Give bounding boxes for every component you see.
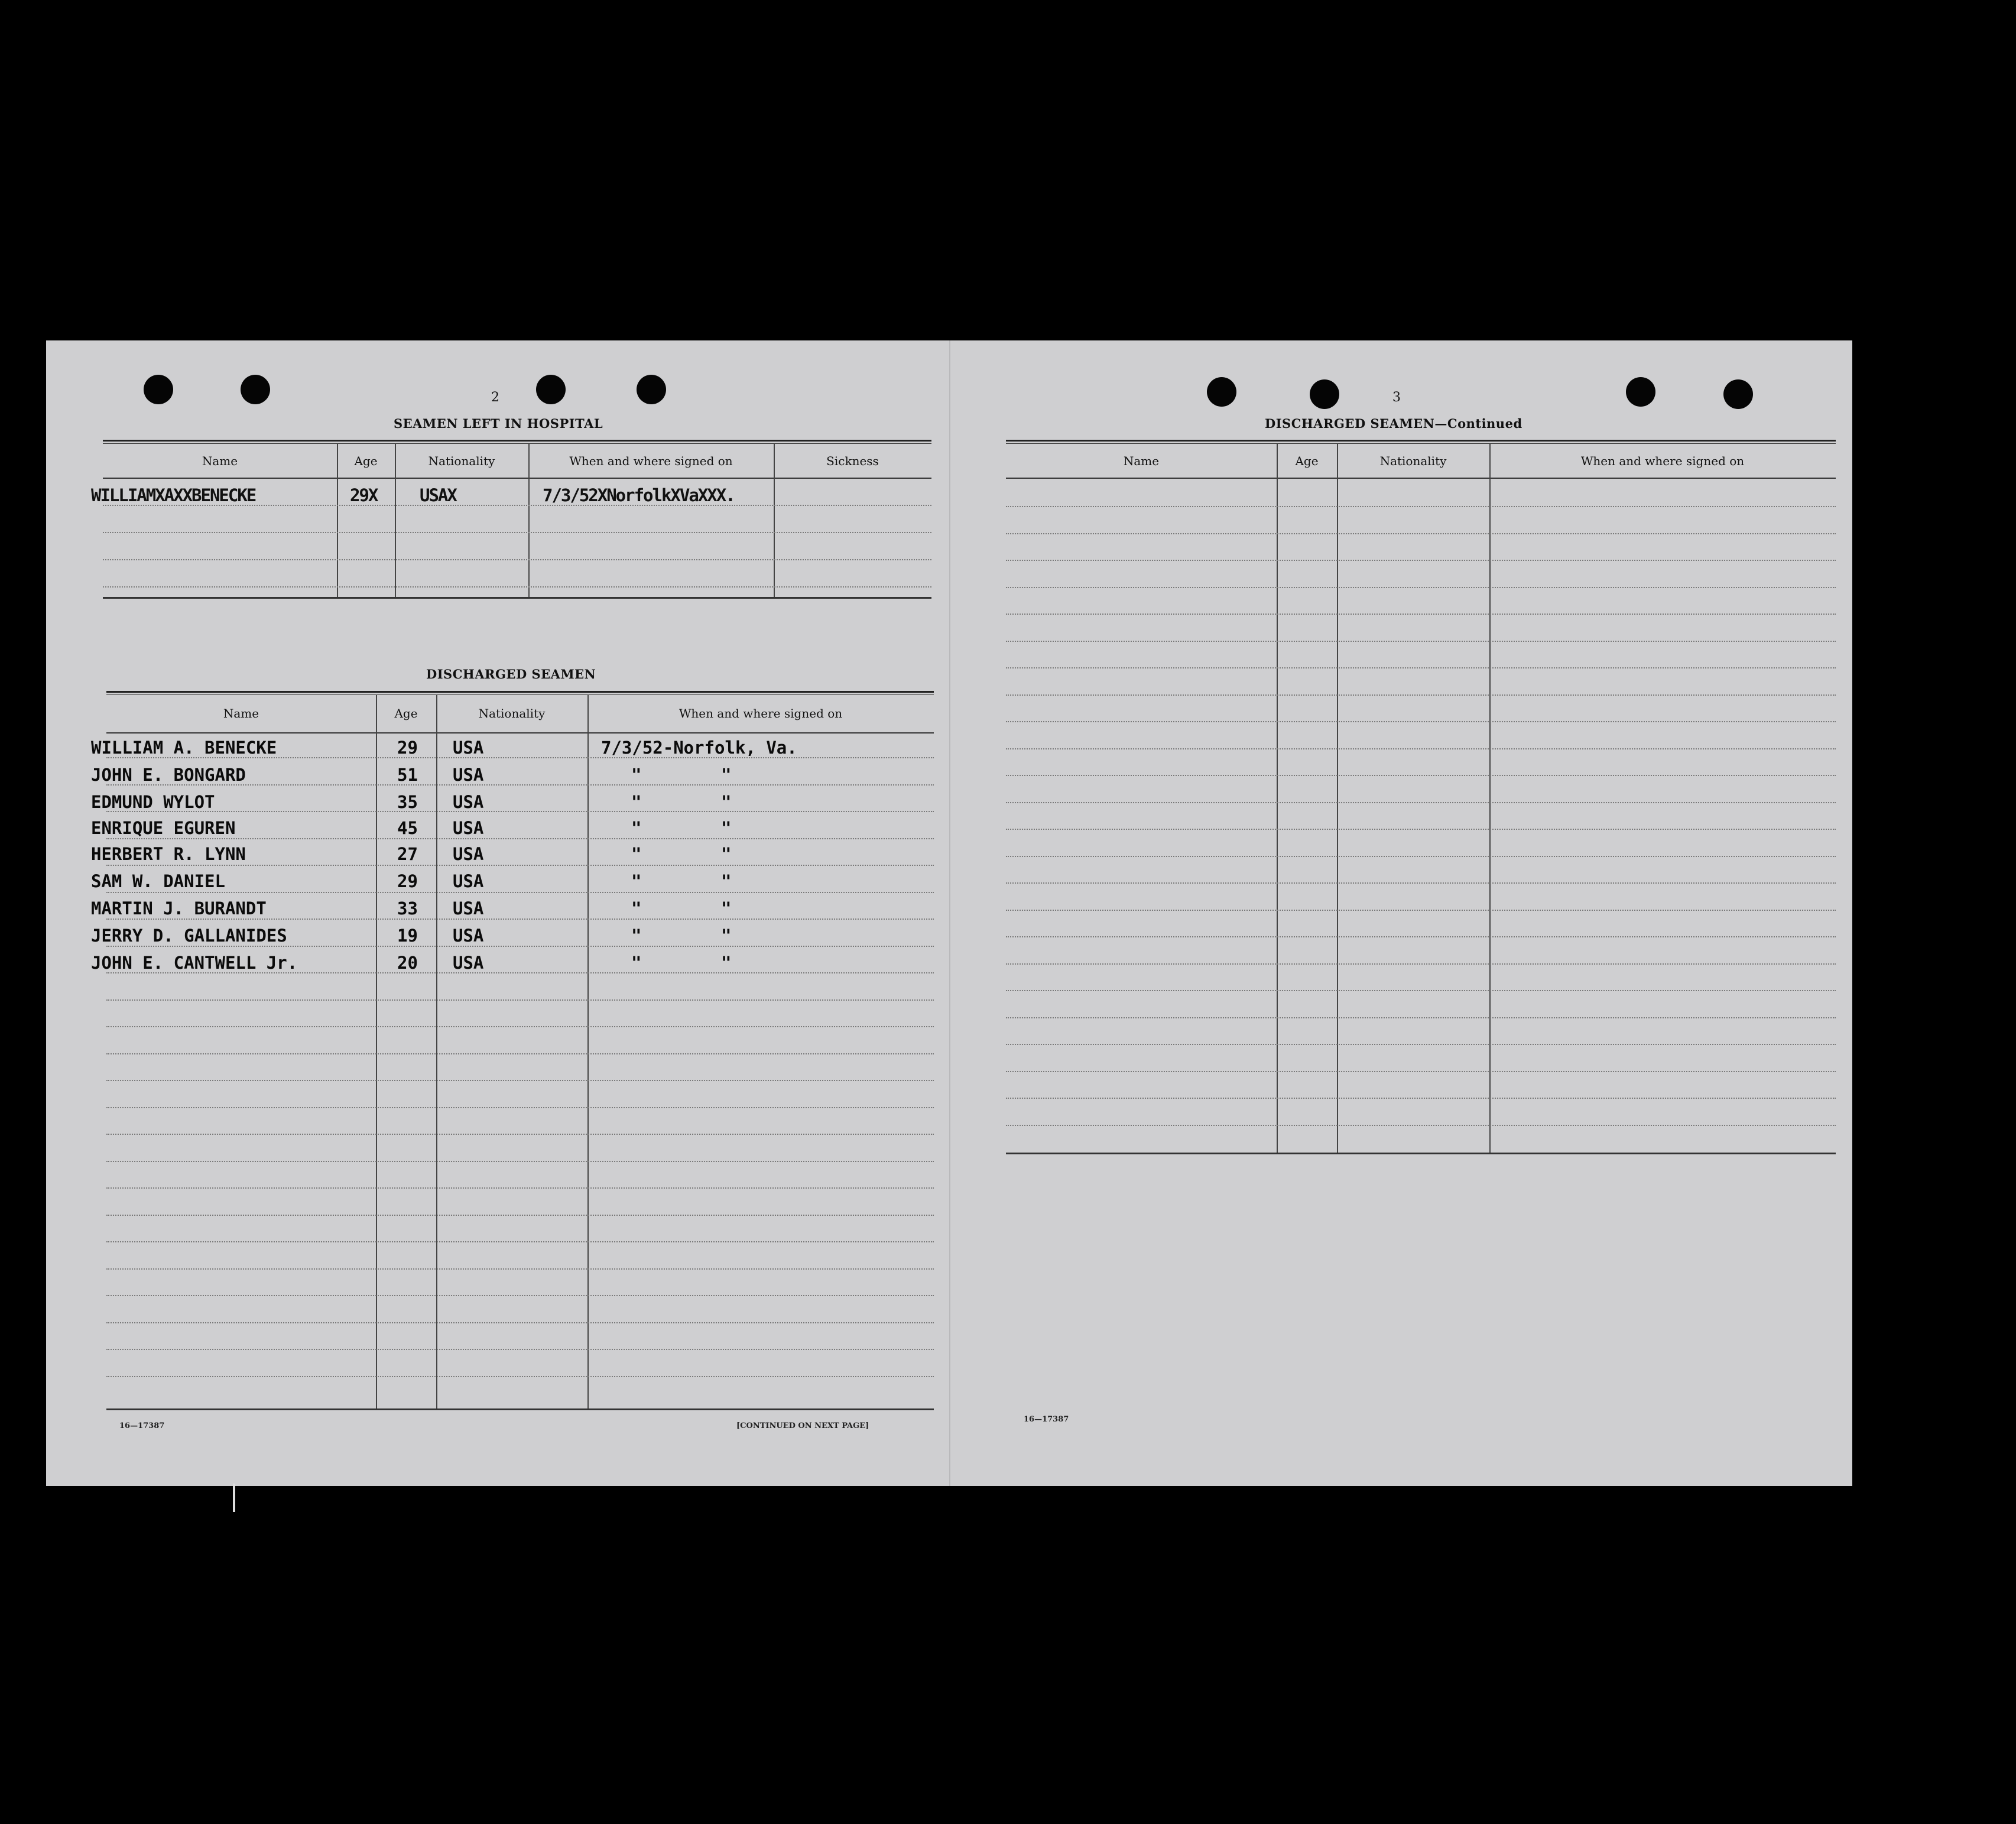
discharged-header-age: Age bbox=[394, 706, 418, 720]
ruled-line bbox=[1006, 936, 1836, 937]
ruled-line bbox=[1006, 1125, 1836, 1126]
seaman-nationality: USA bbox=[453, 953, 484, 973]
ruled-line bbox=[1006, 1017, 1836, 1018]
ruled-line bbox=[1006, 856, 1836, 857]
seaman-nationality: USA bbox=[453, 792, 484, 812]
discharged-continued-title: DISCHARGED SEAMEN—Continued bbox=[1265, 416, 1522, 431]
ditto-mark: " bbox=[721, 844, 732, 864]
hospital-signed-on-struck: 7/3/52XNorfolkXVaXXX. bbox=[543, 485, 735, 505]
ruled-line bbox=[1006, 990, 1836, 991]
hospital-header-nationality: Nationality bbox=[428, 454, 495, 468]
ditto-mark: " bbox=[631, 844, 642, 864]
punch-hole bbox=[144, 375, 173, 404]
ditto-mark: " bbox=[721, 765, 732, 785]
page-number-left: 2 bbox=[491, 390, 499, 405]
ruled-line bbox=[1006, 829, 1836, 830]
punch-hole bbox=[1207, 377, 1236, 407]
hospital-name-struck: WILLIAMXAXXBENECKE bbox=[91, 485, 256, 505]
right-header-age: Age bbox=[1295, 454, 1319, 468]
ruled-line bbox=[106, 1349, 934, 1350]
ditto-mark: " bbox=[631, 765, 642, 785]
ruled-line bbox=[106, 1080, 934, 1081]
seaman-name: ENRIQUE EGUREN bbox=[91, 818, 236, 838]
ruled-line bbox=[1006, 506, 1836, 507]
seaman-name: WILLIAM A. BENECKE bbox=[91, 738, 277, 758]
punch-hole bbox=[241, 375, 270, 404]
hospital-table bbox=[103, 440, 931, 603]
hospital-section-title: SEAMEN LEFT IN HOSPITAL bbox=[394, 416, 603, 431]
seaman-age: 27 bbox=[397, 844, 418, 864]
ruled-line bbox=[1006, 910, 1836, 911]
ditto-mark: " bbox=[721, 898, 732, 919]
ruled-line bbox=[1006, 560, 1836, 561]
right-header-signed-on: When and where signed on bbox=[1580, 454, 1745, 468]
ditto-mark: " bbox=[721, 818, 732, 838]
ruled-line bbox=[1006, 694, 1836, 696]
ruled-line bbox=[1006, 882, 1836, 884]
seaman-age: 45 bbox=[397, 818, 418, 838]
form-number-left: 16—17387 bbox=[119, 1421, 165, 1430]
ruled-line bbox=[1006, 587, 1836, 588]
ditto-mark: " bbox=[631, 792, 642, 812]
seaman-nationality: USA bbox=[453, 871, 484, 891]
seaman-nationality: USA bbox=[453, 738, 484, 758]
punch-hole bbox=[1723, 379, 1753, 409]
ruled-line bbox=[106, 1026, 934, 1027]
seaman-nationality: USA bbox=[453, 926, 484, 946]
seaman-name: JOHN E. CANTWELL Jr. bbox=[91, 953, 298, 973]
hospital-header-name: Name bbox=[202, 454, 238, 468]
document-sheet bbox=[46, 340, 1852, 1486]
ditto-mark: " bbox=[631, 871, 642, 891]
discharged-continued-table bbox=[1006, 440, 1836, 1158]
ruled-line bbox=[106, 1053, 934, 1054]
seaman-age: 19 bbox=[397, 926, 418, 946]
ruled-line bbox=[106, 1322, 934, 1323]
punch-hole bbox=[1626, 377, 1655, 407]
ditto-mark: " bbox=[631, 818, 642, 838]
ruled-line bbox=[106, 1134, 934, 1135]
continued-note: [CONTINUED ON NEXT PAGE] bbox=[736, 1421, 869, 1430]
seaman-nationality: USA bbox=[453, 898, 484, 919]
seaman-nationality: USA bbox=[453, 818, 484, 838]
ruled-line bbox=[106, 865, 934, 866]
ruled-line bbox=[106, 892, 934, 893]
ruled-line bbox=[1006, 667, 1836, 668]
page-fold bbox=[949, 340, 950, 1486]
ruled-line bbox=[106, 1187, 934, 1189]
hospital-age-struck: 29X bbox=[350, 485, 378, 505]
hospital-header-signed-on: When and where signed on bbox=[569, 454, 733, 468]
ruled-line bbox=[1006, 1044, 1836, 1045]
seaman-nationality: USA bbox=[453, 844, 484, 864]
discharged-header-signed-on: When and where signed on bbox=[679, 706, 843, 720]
seaman-name: JERRY D. GALLANIDES bbox=[91, 926, 287, 946]
ruled-line bbox=[106, 999, 934, 1001]
ruled-line bbox=[106, 1241, 934, 1242]
ruled-line bbox=[1006, 614, 1836, 615]
seaman-age: 29 bbox=[397, 871, 418, 891]
hospital-header-sickness: Sickness bbox=[826, 454, 879, 468]
punch-hole bbox=[536, 375, 566, 404]
ruled-line bbox=[1006, 748, 1836, 749]
ruled-line bbox=[1006, 721, 1836, 722]
ditto-mark: " bbox=[721, 953, 732, 973]
ruled-line bbox=[106, 1215, 934, 1216]
seaman-age: 51 bbox=[397, 765, 418, 785]
hospital-nationality-struck: USAX bbox=[420, 485, 456, 505]
ruled-line bbox=[106, 1268, 934, 1270]
seaman-signed-on: 7/3/52-Norfolk, Va. bbox=[601, 738, 797, 758]
ditto-mark: " bbox=[721, 792, 732, 812]
ditto-mark: " bbox=[721, 871, 732, 891]
right-header-nationality: Nationality bbox=[1379, 454, 1447, 468]
ruled-line bbox=[106, 1161, 934, 1162]
punch-hole bbox=[637, 375, 666, 404]
ruled-line bbox=[106, 919, 934, 920]
seaman-name: SAM W. DANIEL bbox=[91, 871, 225, 891]
form-number-right: 16—17387 bbox=[1024, 1415, 1069, 1424]
ruled-line bbox=[1006, 1071, 1836, 1072]
discharged-section-title: DISCHARGED SEAMEN bbox=[426, 667, 596, 681]
ruled-line bbox=[1006, 1098, 1836, 1099]
film-mark bbox=[233, 1484, 235, 1512]
ruled-line bbox=[1006, 641, 1836, 642]
seaman-age: 33 bbox=[397, 898, 418, 919]
ditto-mark: " bbox=[631, 898, 642, 919]
seaman-name: HERBERT R. LYNN bbox=[91, 844, 246, 864]
right-header-name: Name bbox=[1123, 454, 1160, 468]
discharged-table bbox=[106, 691, 934, 1413]
seaman-age: 29 bbox=[397, 738, 418, 758]
ruled-line bbox=[106, 811, 934, 812]
seaman-name: EDMUND WYLOT bbox=[91, 792, 215, 812]
hospital-header-age: Age bbox=[354, 454, 378, 468]
ruled-line bbox=[106, 1295, 934, 1296]
punch-hole bbox=[1310, 379, 1339, 409]
ditto-mark: " bbox=[721, 926, 732, 946]
discharged-header-name: Name bbox=[223, 706, 259, 720]
ruled-line bbox=[1006, 963, 1836, 965]
seaman-age: 35 bbox=[397, 792, 418, 812]
ditto-mark: " bbox=[631, 953, 642, 973]
ruled-line bbox=[1006, 775, 1836, 776]
page-number-right: 3 bbox=[1392, 390, 1401, 405]
discharged-header-nationality: Nationality bbox=[478, 706, 546, 720]
seaman-nationality: USA bbox=[453, 765, 484, 785]
ruled-line bbox=[1006, 802, 1836, 803]
seaman-age: 20 bbox=[397, 953, 418, 973]
ruled-line bbox=[106, 1107, 934, 1108]
ditto-mark: " bbox=[631, 926, 642, 946]
seaman-name: JOHN E. BONGARD bbox=[91, 765, 246, 785]
seaman-name: MARTIN J. BURANDT bbox=[91, 898, 267, 919]
ruled-line bbox=[106, 1376, 934, 1377]
ruled-line bbox=[1006, 533, 1836, 534]
